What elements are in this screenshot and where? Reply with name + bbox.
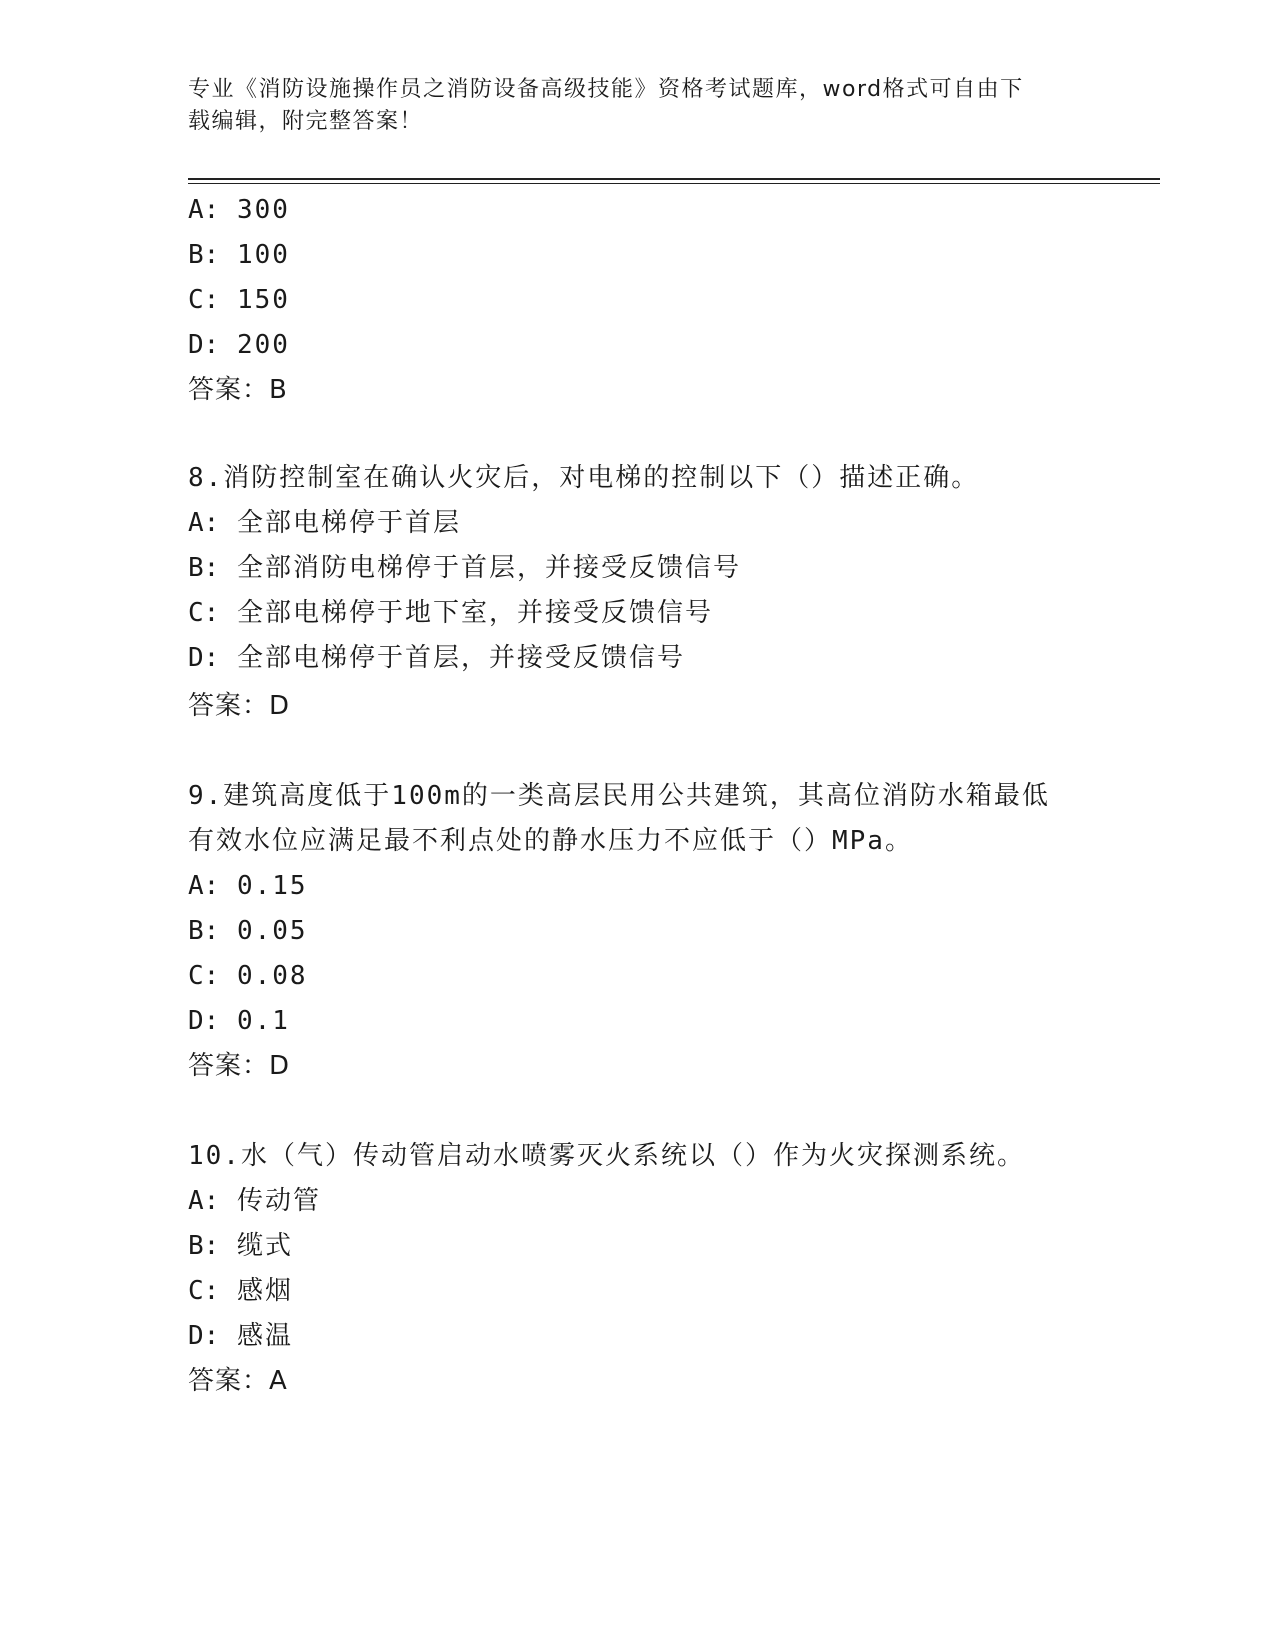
document-header [188, 74, 1088, 138]
header-divider-thick [188, 178, 1160, 180]
q9-question-line-2: 有效水位应满足最不利点处的静水压力不应低于（）MPa。 [188, 826, 913, 856]
header-line-2: 载编辑，附完整答案！ [188, 109, 424, 134]
q7-option-c: C: 150 [188, 285, 290, 315]
q10-question: 10.水（气）传动管启动水喷雾灭火系统以（）作为火灾探测系统。 [188, 1141, 1025, 1171]
q8-option-d: D: 全部电梯停于首层，并接受反馈信号 [188, 643, 685, 673]
q9-option-a: A: 0.15 [188, 871, 308, 901]
q7-option-b: B: 100 [188, 240, 290, 270]
q10-option-d: D: 感温 [188, 1321, 293, 1351]
q7-option-d: D: 200 [188, 330, 290, 360]
q8-option-c: C: 全部电梯停于地下室，并接受反馈信号 [188, 598, 713, 628]
q7-option-a: A: 300 [188, 195, 290, 225]
q8-question: 8.消防控制室在确认火灾后，对电梯的控制以下（）描述正确。 [188, 463, 980, 493]
q9-option-b: B: 0.05 [188, 916, 308, 946]
q9-option-d: D: 0.1 [188, 1006, 290, 1036]
q10-option-b: B: 缆式 [188, 1231, 293, 1261]
q9-question-line-1: 9.建筑高度低于100m的一类高层民用公共建筑，其高位消防水箱最低 [188, 781, 1050, 811]
q9-answer: 答案：D [188, 1051, 291, 1081]
q8-option-a: A: 全部电梯停于首层 [188, 508, 461, 538]
q10-option-a: A: 传动管 [188, 1186, 321, 1216]
q9-option-c: C: 0.08 [188, 961, 308, 991]
q8-answer: 答案：D [188, 691, 291, 721]
header-line-1: 专业《消防设施操作员之消防设备高级技能》资格考试题库，word格式可自由下 [188, 77, 1024, 102]
q7-answer: 答案：B [188, 375, 288, 405]
header-divider-thin [188, 183, 1160, 184]
q10-option-c: C: 感烟 [188, 1276, 293, 1306]
q10-answer: 答案：A [188, 1366, 288, 1396]
q8-option-b: B: 全部消防电梯停于首层，并接受反馈信号 [188, 553, 741, 583]
